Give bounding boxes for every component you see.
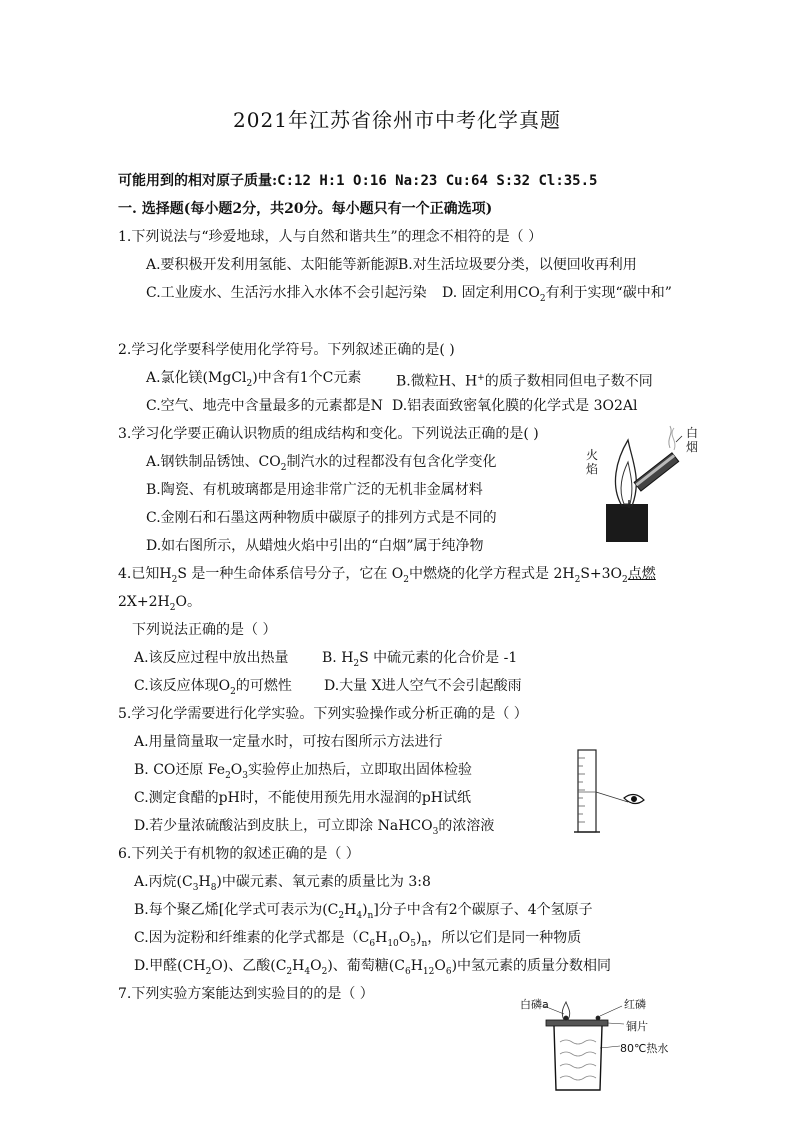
q3-option-c: C.金刚石和石墨这两种物质中碳原子的排列方式是不同的 bbox=[146, 510, 497, 526]
q3-option-d: D.如右图所示，从蜡烛火焰中引出的“白烟”属于纯净物 bbox=[146, 538, 484, 554]
q5-option-a: A.用量筒量取一定量水时，可按右图所示方法进行 bbox=[134, 734, 443, 750]
q4-stem: 4.已知$H_2S$ 是一种生命体系信号分子，它在 $O_2$中燃烧的化学方程式是 $2H_2S+3O_2$点燃 bbox=[118, 566, 656, 585]
q3-stem: 3.学习化学要正确认识物质的组成结构和变化。下列说法正确的是( ) bbox=[118, 426, 539, 442]
q4-option-a: A.该反应过程中放出热量 bbox=[134, 650, 289, 666]
q4-ask: 下列说法正确的是（ ） bbox=[132, 622, 277, 638]
q2-option-d: D.铝表面致密氧化膜的化学式是 3O2Al bbox=[392, 398, 638, 414]
q2-stem: 2.学习化学要科学使用化学符号。下列叙述正确的是( ) bbox=[118, 342, 455, 358]
q4-option-b: B. $H_2S$ 中硫元素的化合价是 -1 bbox=[322, 650, 518, 669]
q4-option-c: C.该反应体现$O_2$的可燃性 bbox=[134, 678, 292, 697]
q4-stem-line2: $2X+2H_2O$。 bbox=[118, 594, 201, 613]
q6-option-d: D.甲醛$(CH_2O)$、乙酸$(C_2H_4O_2)$、葡萄糖$(C_6H_{12}O_6)$中氢元素的质量分数相同 bbox=[134, 958, 612, 977]
q6-option-b: B.每个聚乙烯[化学式可表示为$(C_2H_4)_n$]分子中含有2个碳原子、4个氢原子 bbox=[134, 902, 593, 921]
q5-option-c: C.测定食醋的pH时，不能使用预先用水湿润的pH试纸 bbox=[134, 790, 472, 806]
q1-stem: 1.下列说法与“珍爱地球，人与自然和谐共生”的理念不相符的是（ ） bbox=[118, 229, 543, 245]
graduated-cylinder-figure bbox=[572, 748, 662, 836]
q2-option-b: B.微粒H、H+的质子数相同但电子数不同 bbox=[396, 373, 653, 390]
section-header: 一. 选择题(每小题2分，共20分。每小题只有一个正确选项) bbox=[118, 201, 493, 217]
atomic-mass-values: C:12 H:1 O:16 Na:23 Cu:64 S:32 Cl:35.5 bbox=[277, 173, 598, 189]
q2-option-a: A.氯化镁(MgCl$_2$)中含有1个C元素 bbox=[146, 370, 362, 389]
candle-smoke-figure bbox=[582, 424, 702, 542]
flame-label: 火焰 bbox=[586, 448, 599, 476]
phosphorus-beaker-figure bbox=[520, 992, 680, 1096]
graduated-cylinder-illustration bbox=[572, 748, 662, 836]
q3-option-a: A.钢铁制品锈蚀、$CO_2$制汽水的过程都没有包含化学变化 bbox=[146, 454, 497, 473]
q1-option-a: A.要积极开发利用氢能、太阳能等新能源 bbox=[146, 257, 399, 273]
q2-option-c: C.空气、地壳中含量最多的元素都是N bbox=[146, 398, 383, 414]
q6-option-a: A.丙烷$(C_3H_8)$中碳元素、氧元素的质量比为 3:8 bbox=[134, 874, 431, 893]
q5-option-d: D.若少量浓硫酸沾到皮肤上，可立即涂 NaHCO$_3$的浓溶液 bbox=[134, 818, 495, 837]
smoke-label: 白烟 bbox=[686, 426, 699, 454]
q1-option-b: B.对生活垃圾要分类，以便回收再利用 bbox=[398, 257, 637, 273]
q3-option-b: B.陶瓷、有机玻璃都是用途非常广泛的无机非金属材料 bbox=[146, 482, 483, 498]
candle-smoke-illustration bbox=[582, 424, 702, 542]
q7-stem: 7.下列实验方案能达到实验目的的是（ ） bbox=[118, 986, 374, 1002]
q1-option-c: C.工业废水、生活污水排入水体不会引起污染 bbox=[146, 285, 427, 301]
q1-option-d: D. 固定利用$CO_2$有利于实现“碳中和” bbox=[442, 285, 672, 304]
atomic-mass-line bbox=[118, 172, 597, 190]
white-phosphorus-label: 白磷a bbox=[520, 998, 549, 1011]
q5-stem: 5.学习化学需要进行化学实验。下列实验操作或分析正确的是（ ） bbox=[118, 706, 528, 722]
atomic-mass-label: 可能用到的相对原子质量: bbox=[118, 173, 278, 189]
red-phosphorus-label: 红磷 bbox=[624, 998, 646, 1011]
hot-water-label: 80℃热水 bbox=[620, 1042, 669, 1055]
copper-sheet-label: 铜片 bbox=[626, 1020, 648, 1033]
page-title: 2021年江苏省徐州市中考化学真题 bbox=[233, 108, 561, 132]
q6-option-c: C.因为淀粉和纤维素的化学式都是$(C_6H_{10}O_5)_n$，所以它们是同一种物质 bbox=[134, 930, 582, 949]
q4-option-d: D.大量 X进人空气不会引起酸雨 bbox=[324, 678, 522, 694]
q5-option-b: B. CO还原 $Fe_2O_3$实验停止加热后，立即取出固体检验 bbox=[134, 762, 473, 781]
q6-stem: 6.下列关于有机物的叙述正确的是（ ） bbox=[118, 846, 360, 862]
reaction-condition: 点燃 bbox=[627, 566, 656, 582]
